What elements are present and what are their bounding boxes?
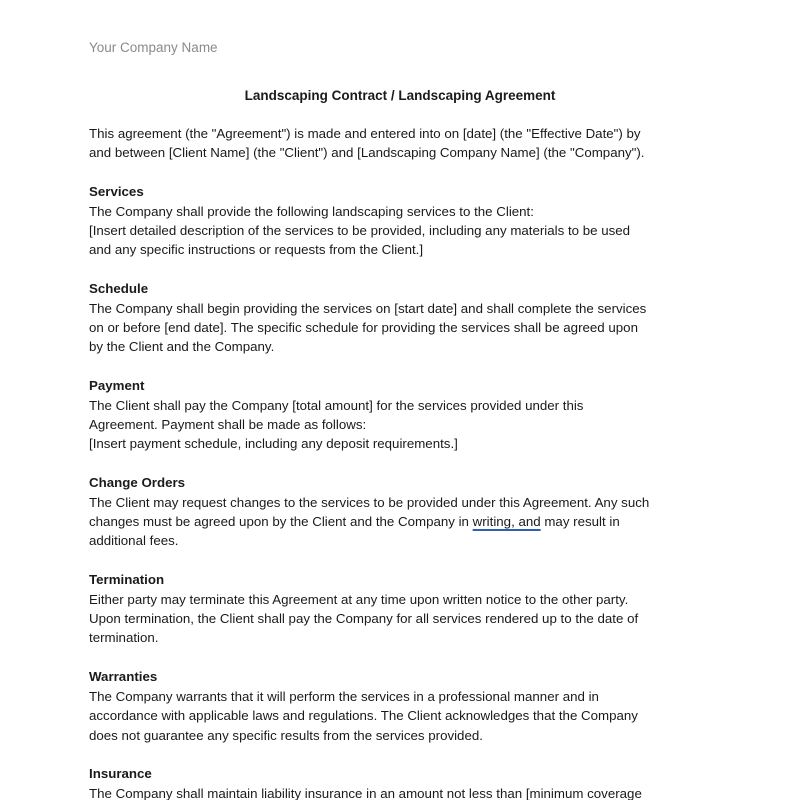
section-warranties <box>89 667 704 745</box>
section-heading: Services <box>89 184 144 200</box>
line-text: changes must be agreed upon by the Client and the Company in <box>89 514 473 530</box>
company-name: Your Company Name <box>89 40 218 55</box>
section-heading: Change Orders <box>89 475 186 491</box>
section-change-orders <box>89 473 704 551</box>
document-body <box>89 124 704 800</box>
section-line: by the Client and the Company. <box>89 339 275 355</box>
section-line: [Insert detailed description of the services to be provided, including any materials to be used <box>89 223 631 239</box>
intro-paragraph <box>89 124 704 163</box>
section-line: The Company shall provide the following landscaping services to the Client: <box>89 203 534 219</box>
section-services <box>89 182 704 260</box>
section-heading: Insurance <box>89 766 152 782</box>
section-line <box>89 512 704 531</box>
intro-line: This agreement (the "Agreement") is made and entered into on [date] (the "Effective Date") by <box>89 126 641 141</box>
section-line: The Client may request changes to the services to be provided under this Agreement. Any such <box>89 494 650 510</box>
section-insurance <box>89 764 704 800</box>
section-line: Agreement. Payment shall be made as follows: <box>89 417 367 433</box>
line-text: may result in <box>540 514 620 530</box>
section-heading: Payment <box>89 378 145 394</box>
section-heading: Schedule <box>89 281 149 297</box>
section-line: The Client shall pay the Company [total amount] for the services provided under this <box>89 397 584 413</box>
document-title: Landscaping Contract / Landscaping Agreement <box>244 88 556 103</box>
section-line: The Company warrants that it will perform the services in a professional manner and in <box>89 688 599 704</box>
section-heading: Termination <box>89 572 165 588</box>
section-payment <box>89 376 704 454</box>
intro-line: and between [Client Name] (the "Client") and [Landscaping Company Name] (the "Company"). <box>89 145 645 161</box>
section-line: [Insert payment schedule, including any deposit requirements.] <box>89 436 458 452</box>
section-line: on or before [end date]. The specific schedule for providing the services shall be agreed upon <box>89 320 638 336</box>
section-line: Either party may terminate this Agreement at any time upon written notice to the other party. <box>89 591 629 607</box>
section-heading: Warranties <box>89 669 158 685</box>
section-line: termination. <box>89 630 159 646</box>
section-line: additional fees. <box>89 533 179 549</box>
section-line: accordance with applicable laws and regulations. The Client acknowledges that the Company <box>89 708 638 724</box>
section-line: The Company shall begin providing the services on [start date] and shall complete the services <box>89 300 647 316</box>
section-termination <box>89 570 704 648</box>
section-line: and any specific instructions or requests from the Client.] <box>89 242 424 258</box>
grammar-suggestion-underline[interactable]: writing, and <box>472 514 541 530</box>
section-line: The Company shall maintain liability insurance in an amount not less than [minimum coverage <box>89 785 642 800</box>
section-line: Upon termination, the Client shall pay the Company for all services rendered up to the date of <box>89 611 639 627</box>
section-line: does not guarantee any specific results from the services provided. <box>89 727 483 743</box>
section-schedule <box>89 279 704 357</box>
